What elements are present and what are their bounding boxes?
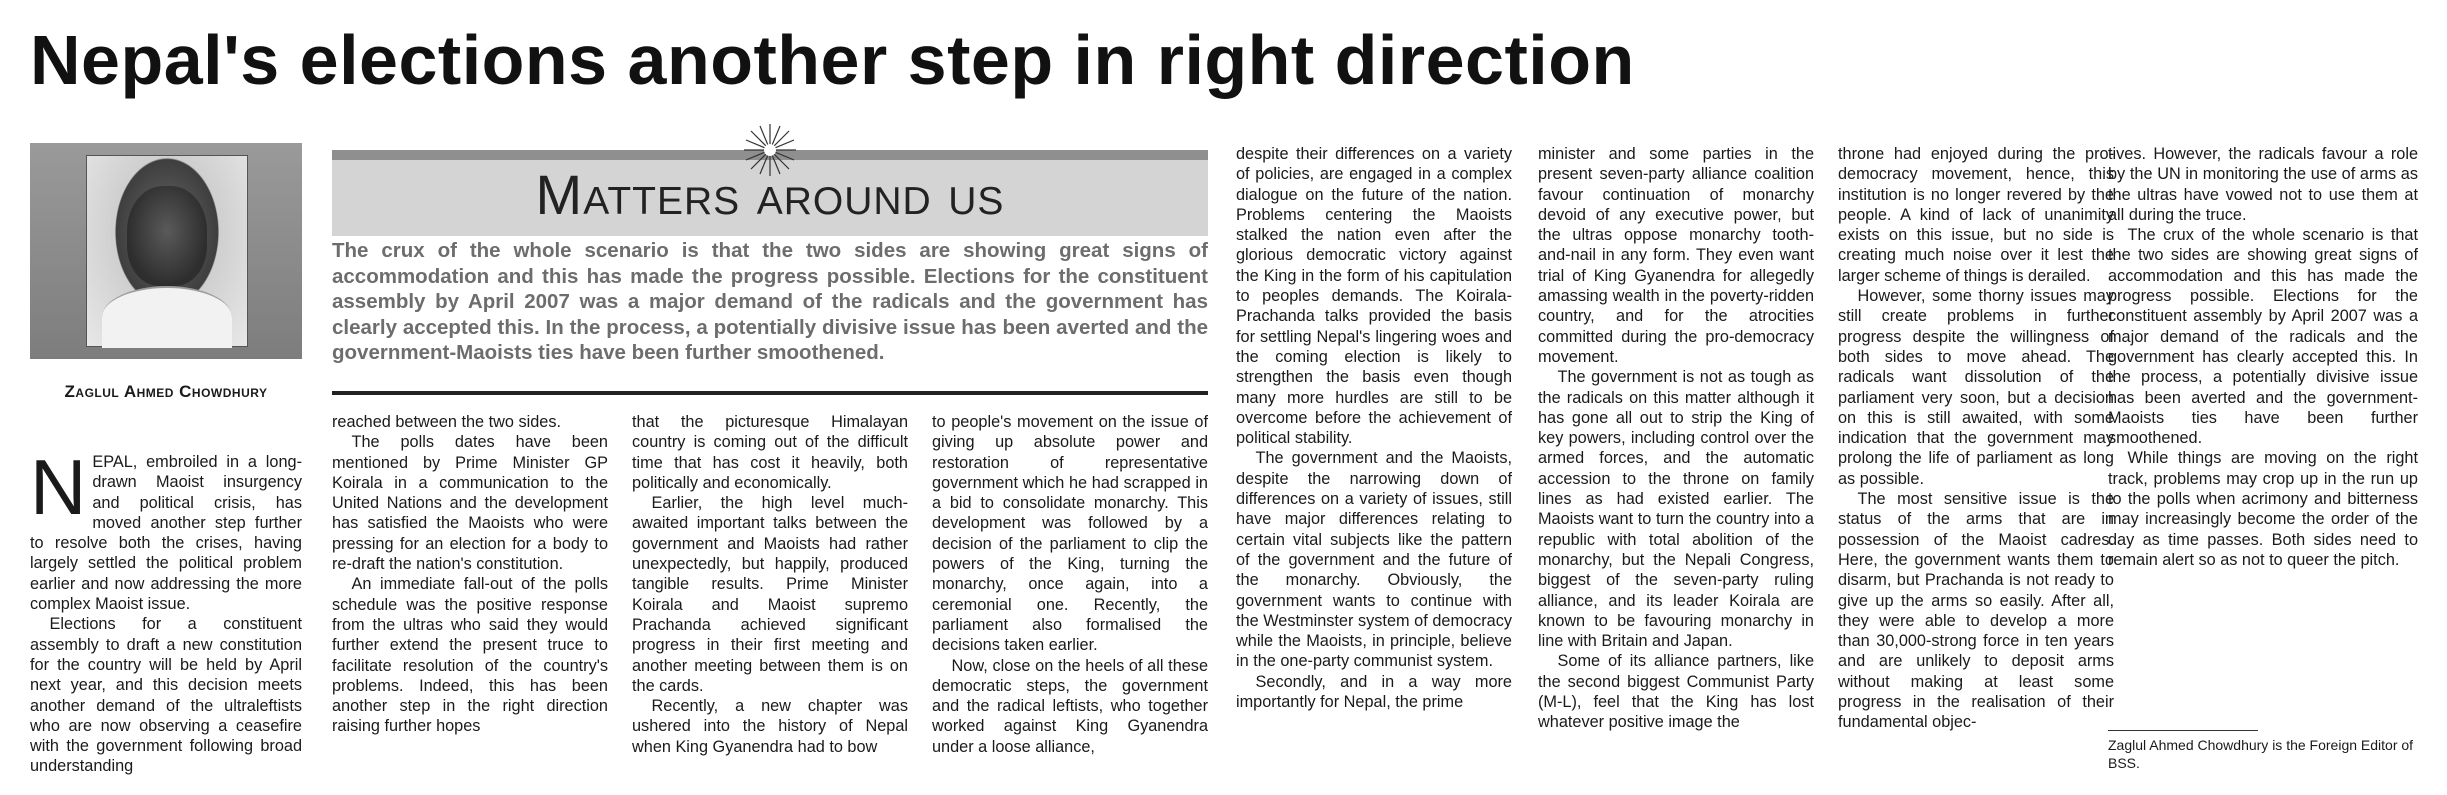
pull-quote: The crux of the whole scenario is that the two sides are showing great signs of accommodation and this has made the progress possible. Elections for the constituent assembly by April 2007 was a major demand of the radicals and the government has clearly accepted this. In the process, a potentially divisive issue has been averted and the government-Maoists ties have been further smoothened. [332,239,1208,364]
paragraph: The polls dates have been mentioned by Prime Minister GP Koirala in a communication to the United Nations and the development has satisfied the Maoists who were pressing for an election for a body to re-draft the nation's constitution. [332,433,608,574]
paragraph: reached between the two sides. [332,413,561,431]
paragraph: Elections for a constituent assembly to draft a new constitution for the country will be held by April next year, and this decision meets another demand of the ultraleftists who are now observing a ceasefire with the government following broad understanding [30,615,302,776]
article-column-3 [632,412,908,792]
paragraph: despite their differences on a variety of policies, are engaged in a complex dialogue on the future of the nation. Problems centering the Maoists stalked the nation even after the glorious democratic victory against the King in the form of his capitulation to peoples demands. The Koirala-Prachanda talks provided the basis for settling Nepal's lingering woes and the coming election is likely to strengthen the basis even though many more hurdles are still to be overcome before the achievement of political stability. [1236,145,1512,448]
author-photo-shirt [102,286,232,348]
paragraph: Earlier, the high level much-awaited important talks between the government and Maoists had rather unexpectedly, but happily, produced tangible results. Prime Minister Koirala and Maoist supremo Prachanda achieved significant progress in their first meeting and another meeting between them is on the cards. [632,494,908,695]
headline: Nepal's elections another step in right direction [30,21,1635,99]
pull-quote-rule [332,391,1208,395]
article-column-6 [1538,144,1814,792]
column-banner-title: Matters around us [535,163,1005,226]
paragraph: The government is not as tough as the radicals on this matter although it has gone all out to strip the King of key powers, including control over the armed forces, and the automatic accession to the throne on family lines as had existed earlier. The Maoists want to turn the country into a republic with total abolition of the monarchy, but the Nepali Congress, biggest of the seven-party ruling alliance, and its leader Koirala are known to be favouring monarchy in line with Britain and Japan. [1538,368,1814,651]
article-column-5 [1236,144,1512,792]
paragraph: The crux of the whole scenario is that the two sides are showing great signs of accommodation and this has made the progress possible. Elections for the constituent assembly by April 2007 was a major demand of the radicals and the government has clearly accepted this. In the process, a potentially divisive issue has been averted and the government-Maoists ties have been further smoothened. [2108,226,2418,448]
paragraph: Now, close on the heels of all these democratic steps, the government and the radical leftists, who together worked against King Gyanendra under a loose alliance, [932,656,1208,756]
paragraph: The government and the Maoists, despite the narrowing down of differences on a variety of issues, still have major differences relating to certain vital subjects like the pattern of the government and the future of the monarchy. Obviously, the government wants to continue with the Westminster system of democracy while the Maoists, in principle, believe in the one-party communist system. [1236,449,1512,671]
paragraph: to people's movement on the issue of giving up absolute power and restoration of representative government which he had scrapped in a bid to consolidate monarchy. This development was followed by a decision of the parliament to clip the powers of the King, turning the monarchy, once again, into a ceremonial one. Recently, the parliament also formalised the decisions taken earlier. [932,413,1208,655]
article-column-1 [30,452,302,792]
article-column-2 [332,412,608,792]
drop-cap: N [30,452,87,531]
paragraph: Recently, a new chapter was ushered into the history of Nepal when King Gyanendra had to bow [632,697,908,756]
author-byline: Zaglul Ahmed Chowdhury [64,382,268,401]
author-footnote: Zaglul Ahmed Chowdhury is the Foreign Editor of BSS. [2108,737,2414,771]
paragraph: that the picturesque Himalayan country is coming out of the difficult time that has cost it heavily, both politically and economically. [632,413,908,492]
paragraph: tives. However, the radicals favour a role by the UN in monitoring the use of arms as the ultras have vowed not to use them at all during the truce. [2108,145,2418,224]
paragraph: An immediate fall-out of the polls schedule was the positive response from the ultras who said they would further extend the present truce to facilitate resolution of the country's problems. Indeed, this has been another step in the right direction raising further hopes [332,575,608,736]
author-photo-face [127,186,207,286]
article-column-8 [2108,144,2418,724]
paragraph: Some of its alliance partners, like the second biggest Communist Party (M-L), feel that the King has lost whatever positive image the [1538,652,1814,732]
paragraph: throne had enjoyed during the pro-democracy movement, hence, this institution is no longer revered by the people. A kind of lack of unanimity exists on this issue, but no side is creating much noise over it lest the larger scheme of things is derailed. [1838,145,2114,285]
paragraph: While things are moving on the right track, problems may crop up in the run up to the polls when acrimony and bitterness may increasingly become the order of the day as time passes. Both sides need to remain alert so as not to queer the pitch. [2108,449,2418,569]
paragraph: However, some thorny issues may still create problems in further progress despite the willingness of both sides to move ahead. The radicals want dissolution of the parliament very soon, but a decision on this is still awaited, with some indication that the government may prolong the life of parliament as long as possible. [1838,287,2114,488]
paragraph: EPAL, embroiled in a long-drawn Maoist insurgency and political crisis, has moved another step further to resolve both the crises, having largely settled the political problem earlier and now addressing the more complex Maoist issue. [30,453,302,614]
paragraph: Secondly, and in a way more importantly for Nepal, the prime [1236,672,1512,712]
author-photo-frame [30,143,302,359]
author-photo [86,155,248,347]
paragraph: The most sensitive issue is the status of the arms that are in possession of the Maoist cadres. Here, the government wants them to disarm, but Prachanda is not ready to give up the arms so easily. After all, they were able to develop a more than 30,000-strong force in ten years and are unlikely to deposit arms without making at least some progress in the realisation of their fundamental objec- [1838,490,2114,732]
article-column-7 [1838,144,2114,792]
article-column-4 [932,412,1208,792]
footnote-rule [2108,730,2258,731]
paragraph: minister and some parties in the present seven-party alliance coalition favour continuation of monarchy devoid of any executive power, but the ultras oppose monarchy tooth-and-nail in any form. They even want trial of King Gyanendra for allegedly amassing wealth in the poverty-ridden country, and for the atrocities committed during the pro-democracy movement. [1538,145,1814,366]
